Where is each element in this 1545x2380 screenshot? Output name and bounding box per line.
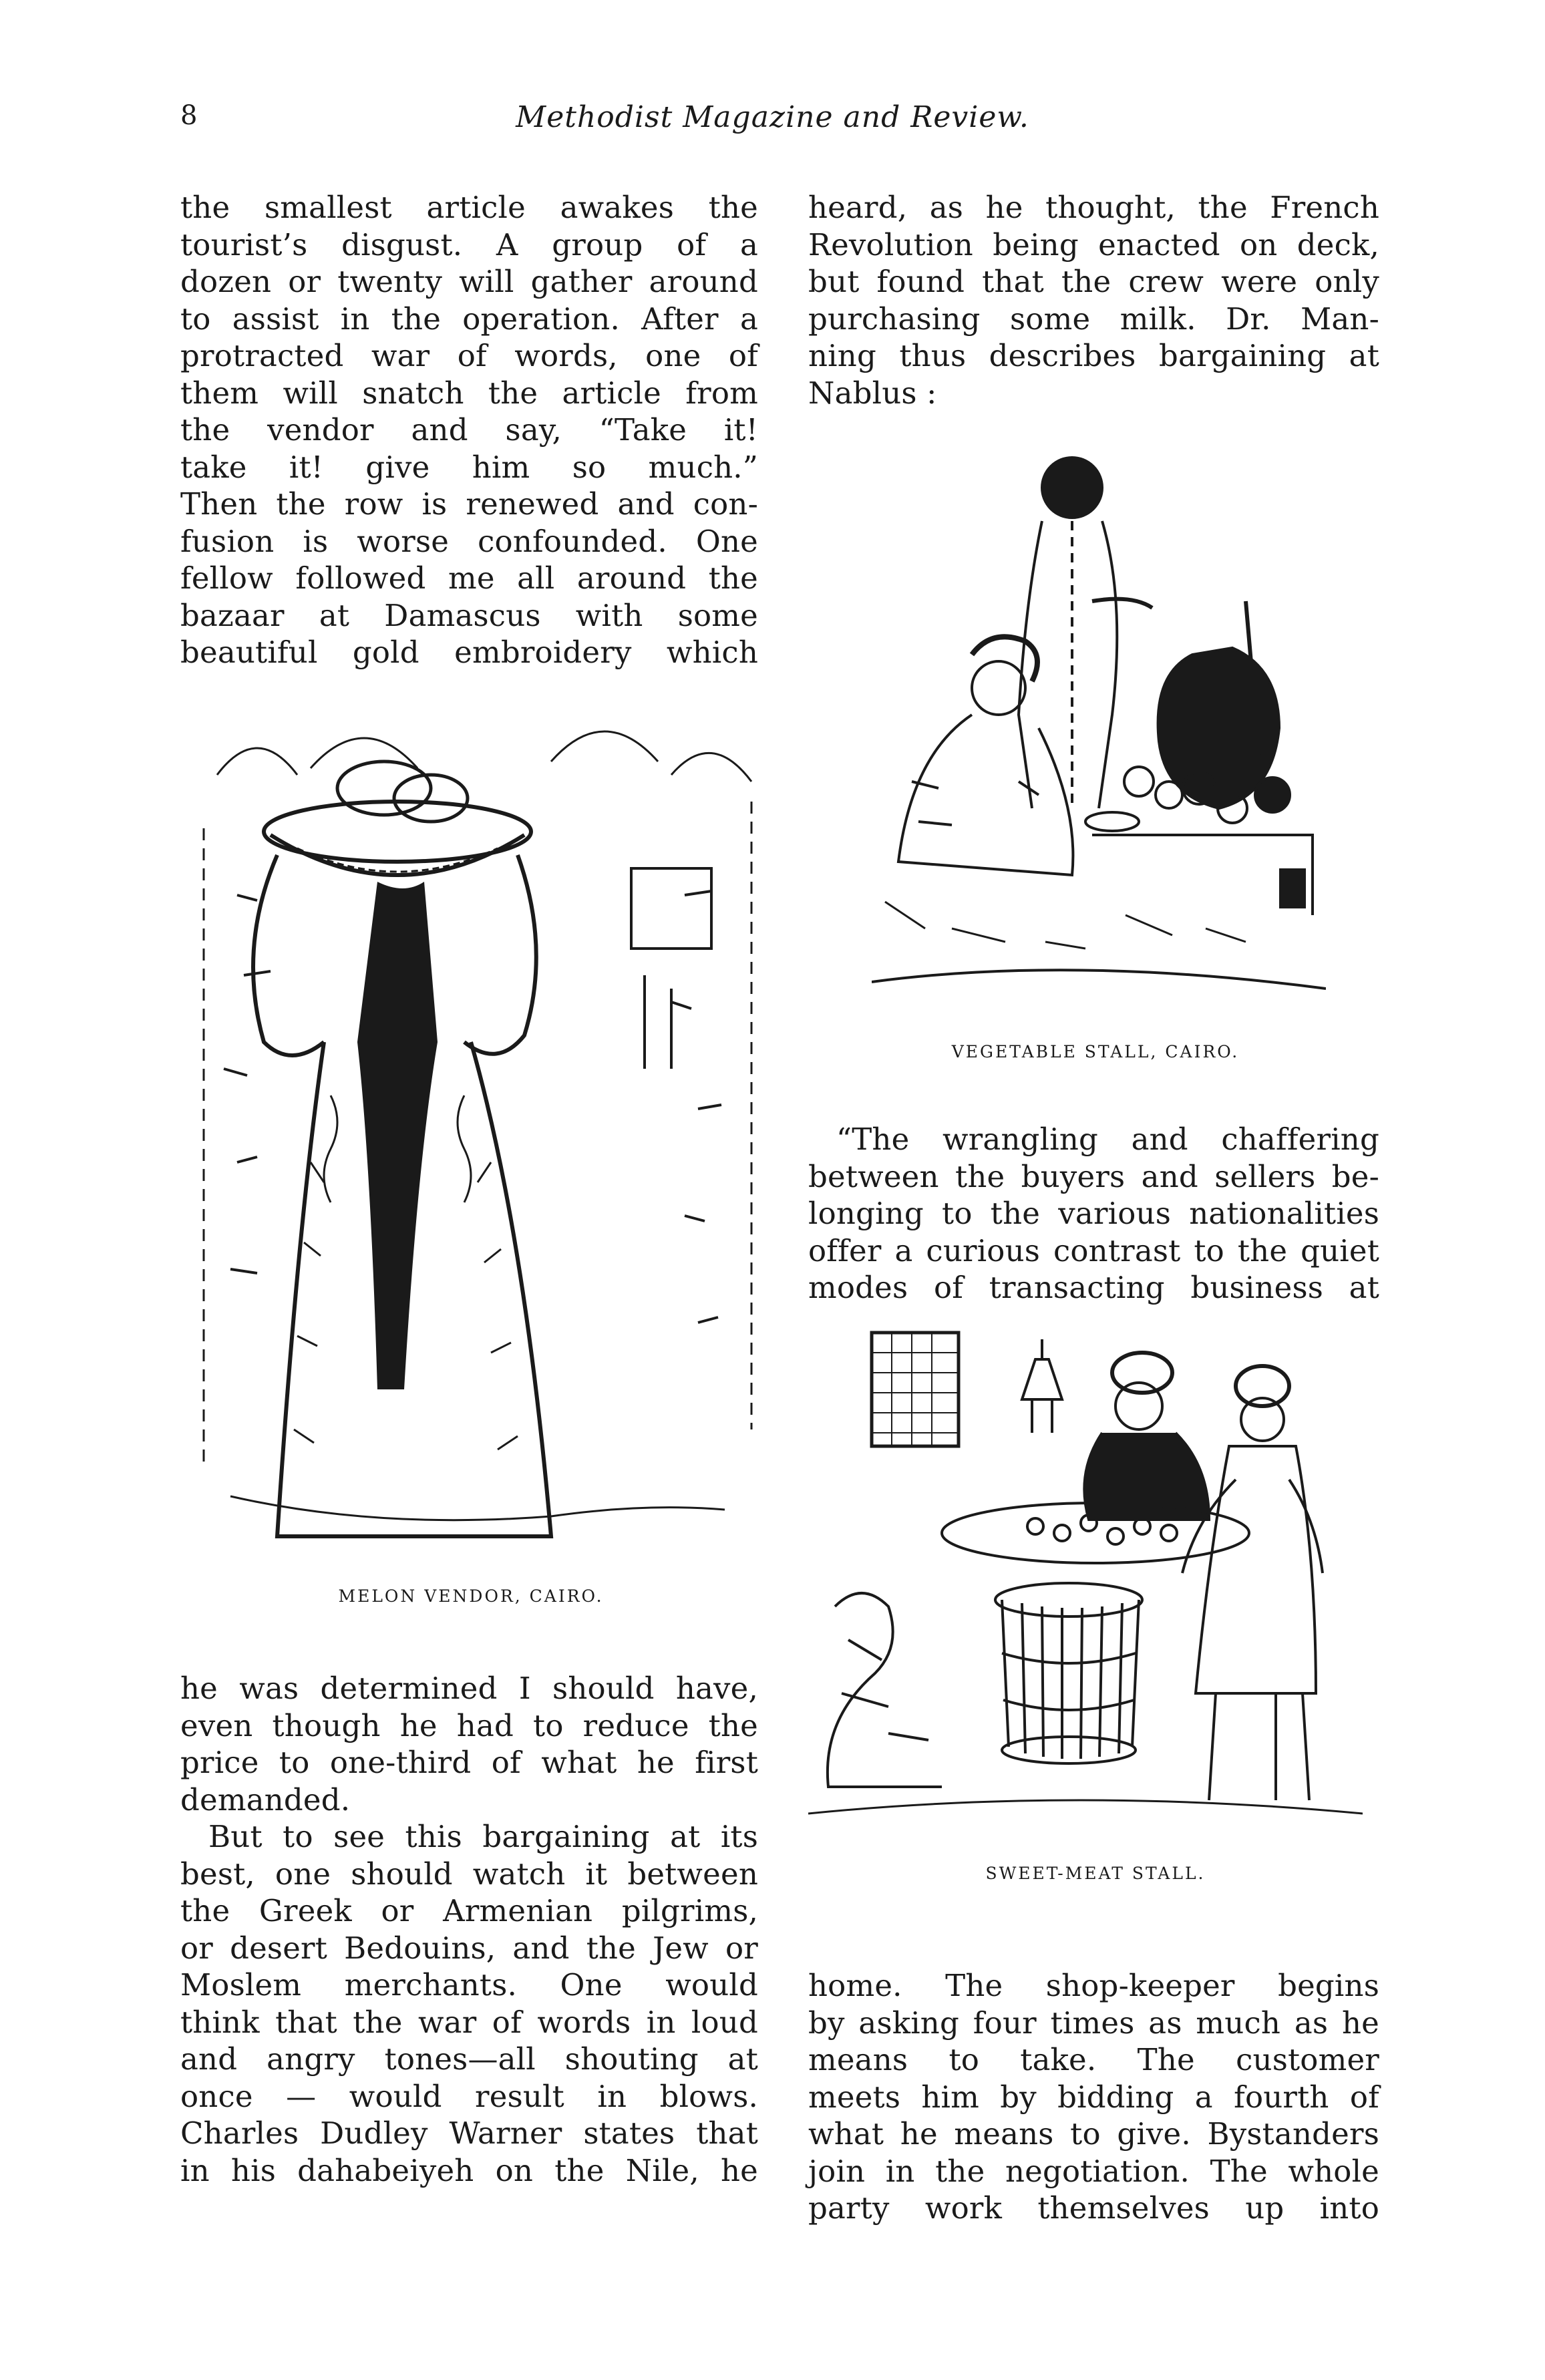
right-column-bottom-text [808,1967,1379,2227]
text-line: bazaar at Damascus with some [180,597,758,633]
text-line: price to one-third of what he first [180,1745,758,1780]
text-line: protracted war of words, one of [180,338,758,373]
text-line: and angry tones—all shouting at [180,2041,758,2077]
melon-vendor-caption: MELON VENDOR, CAIRO. [338,1586,604,1606]
text-line: or desert Bedouins, and the Jew or [180,1930,758,1966]
text-line: But to see this bargaining at its [208,1819,758,1854]
text-line: them will snatch the article from [180,375,758,411]
right-column-quote-text [808,1121,1379,1307]
running-head [0,100,1545,140]
text-line: Nablus : [808,375,937,411]
text-line: between the buyers and sellers be- [808,1158,1379,1194]
left-column-bottom-text [180,1670,758,2189]
text-line: home. The shop-keeper begins [808,1968,1379,2003]
text-line: the Greek or Armenian pilgrims, [180,1893,758,1928]
vegetable-stall-caption: VEGETABLE STALL, CAIRO. [951,1042,1240,1061]
text-line: means to take. The customer [808,2042,1379,2077]
text-line: modes of transacting business at [808,1270,1379,1305]
text-line: but found that the crew were only [808,264,1379,299]
text-line: Charles Dudley Warner states that [180,2115,758,2151]
text-line: he was determined I should have, [180,1671,758,1706]
text-line: fusion is worse confounded. One [180,523,758,559]
text-line: ning thus describes bargaining at [808,338,1379,373]
text-line: Revolution being enacted on deck, [808,226,1379,263]
right-column-top-text [808,189,1379,411]
text-line: meets him by bidding a fourth of [808,2079,1379,2115]
text-line: “The wrangling and chaffering [836,1122,1379,1157]
text-line: join in the negotiation. The whole [808,2153,1379,2189]
text-line: beautiful gold embroidery which [180,635,758,670]
text-line: best, one should watch it between [180,1856,758,1892]
page-number: 8 [180,100,198,131]
melon-vendor-illustration [177,695,765,1570]
left-column-top-text [180,189,758,671]
text-line: demanded. [180,1781,351,1818]
text-line: the vendor and say, “Take it! [180,412,758,448]
text-line: what he means to give. Bystanders [808,2116,1379,2152]
text-line: once — would result in blows. [180,2078,758,2114]
sweet-meat-stall-illustration [808,1319,1363,1834]
text-line: by asking four times as much as he [808,2005,1379,2041]
journal-title: Methodist Magazine and Review. [516,100,1029,134]
text-line: think that the war of words in loud [180,2004,758,2040]
text-line: to assist in the operation. After a [180,301,758,337]
text-line: tourist’s disgust. A group of a [180,226,758,263]
text-line: party work themselves up into [808,2190,1379,2226]
text-line: Moslem merchants. One would [180,1967,758,2003]
text-line: Then the row is renewed and con- [180,486,758,522]
text-line: the smallest article awakes the [180,190,758,225]
text-line: heard, as he thought, the French [808,190,1379,225]
text-line: even though he had to reduce the [180,1707,758,1743]
text-line: longing to the various nationalities [808,1196,1379,1231]
sweet-meat-stall-caption: SWEET-MEAT STALL. [985,1864,1206,1883]
text-line: fellow followed me all around the [180,560,758,596]
text-line: take it! give him so much.” [180,449,758,485]
vegetable-stall-illustration [872,434,1326,1015]
text-line: in his dahabeiyeh on the Nile, he [180,2152,758,2188]
text-line: purchasing some milk. Dr. Man- [808,301,1379,337]
text-line: offer a curious contrast to the quiet [808,1232,1379,1268]
text-line: dozen or twenty will gather around [180,264,758,299]
